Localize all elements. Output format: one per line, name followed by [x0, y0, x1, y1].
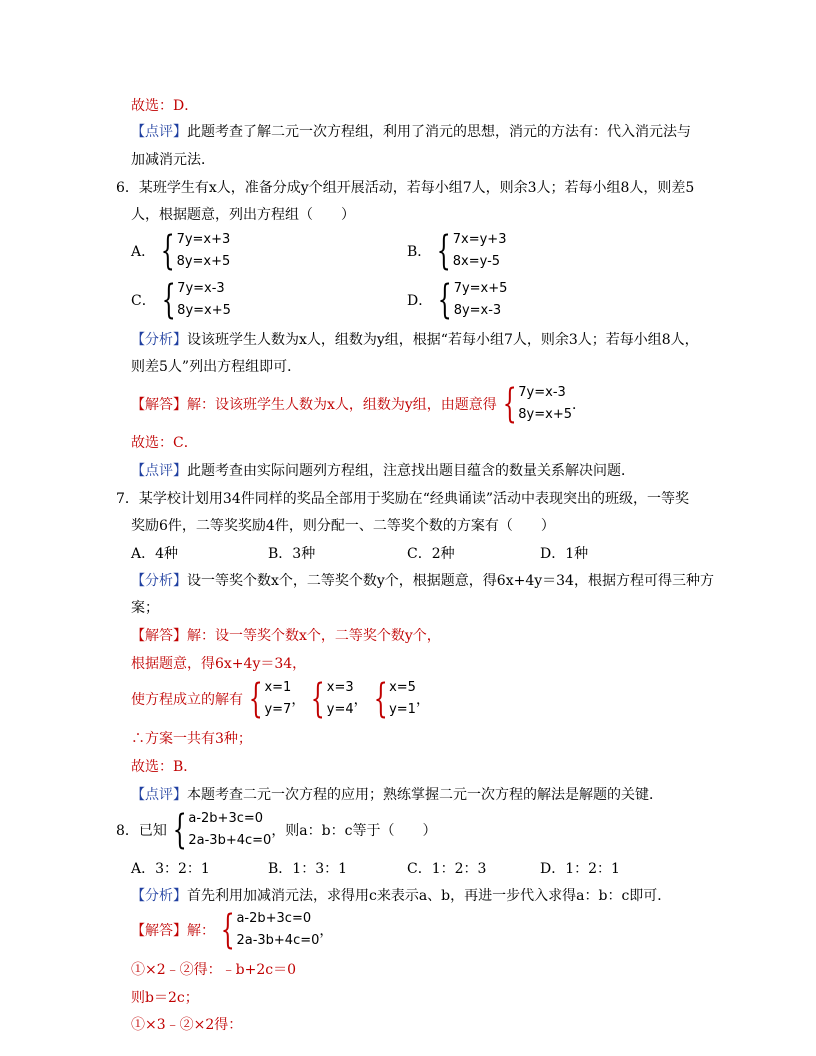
q7-comment	[131, 785, 663, 805]
q6-solution	[131, 382, 586, 426]
comment-text: 此题考查由实际问题列方程组，注意找出题目蕴含的数量关系解决问题．	[187, 463, 635, 479]
brace: {	[172, 807, 187, 853]
brace: {	[502, 381, 517, 427]
q7-option-d: D．1种	[540, 546, 589, 562]
comment-text: 本题考查二元一次方程的应用；熟练掌握二元一次方程的解法是解题的关键．	[187, 787, 663, 803]
q6-stem-line2: 人，根据题意，列出方程组（ ）	[131, 207, 355, 223]
q6-option-a	[131, 229, 230, 273]
comment-tag: 【点评】	[131, 787, 187, 803]
stem-text: ，则a：b：c等于（ ）	[271, 823, 437, 839]
equation: 8y=x+5	[518, 407, 572, 422]
solution-tag: 【解答】	[131, 923, 187, 939]
q6-option-b	[407, 229, 506, 273]
analysis-text: 设该班学生人数为x人，组数为y组，根据“若每小组7人，则余3人；若每小组8人，	[187, 332, 699, 348]
equation: 7y=x+3	[176, 232, 231, 247]
q8-option-c: C．1：2：3	[407, 861, 487, 877]
equation: 7x=y+3	[452, 232, 507, 247]
analysis-tag: 【分析】	[131, 332, 187, 348]
brace: {	[248, 676, 263, 722]
q7-stem-line2: 奖励6件，二等奖奖励4件，则分配一、二等奖个数的方案有（ ）	[131, 518, 555, 534]
q7-answer: 故选：B．	[131, 759, 198, 775]
solution-tag: 【解答】	[131, 397, 187, 413]
equation: a-2b+3c=0	[236, 911, 312, 926]
option-label: B．	[407, 244, 432, 260]
solution-text: 使方程成立的解有	[131, 692, 243, 708]
equation: y=1	[389, 702, 416, 717]
equation: x=3	[326, 680, 354, 695]
q7-solution-line4: ∴方案一共有3种；	[131, 731, 252, 747]
punctuation: ，	[415, 692, 430, 708]
q7-solution-line1	[131, 626, 441, 646]
q8-stem	[116, 808, 436, 852]
punctuation: ．	[571, 397, 586, 413]
analysis-tag: 【分析】	[131, 888, 187, 904]
q7-solutions	[131, 677, 430, 721]
equation: 8y=x-3	[453, 303, 502, 318]
brace: {	[437, 277, 452, 323]
q7-solution-line2: 根据题意，得6x+4y＝34，	[131, 656, 307, 672]
q8-step3: ①×3﹣②×2得：	[131, 1017, 243, 1033]
brace: {	[160, 228, 175, 274]
q7-analysis-line1	[131, 571, 714, 591]
q5-answer: 故选：D．	[131, 98, 199, 114]
comment-tag: 【点评】	[131, 124, 187, 140]
q7-stem-line1: 7．某学校计划用34件同样的奖品全部用于奖励在“经典诵读”活动中表现突出的班级，一等奖	[116, 491, 690, 507]
equation: 8x=y-5	[452, 254, 501, 269]
option-label: C．	[131, 293, 156, 309]
q8-option-d: D．1：2：1	[540, 861, 620, 877]
q7-option-a: A．4种	[131, 546, 179, 562]
solution-tag: 【解答】	[131, 628, 187, 644]
q8-step1: ①×2﹣②得：﹣b+2c＝0	[131, 962, 296, 978]
q7-analysis-line2: 案；	[131, 600, 159, 616]
equation: 8y=x+5	[176, 254, 231, 269]
analysis-text: 设一等奖个数x个，二等奖个数y个，根据题意，得6x+4y＝34，根据方程可得三种方	[187, 573, 714, 589]
q6-stem-line1: 6．某班学生有x人，准备分成y个组开展活动，若每小组7人，则余3人；若每小组8人，则差5	[116, 180, 695, 196]
equation: 8y=x+5	[177, 303, 231, 318]
q8-solution	[131, 908, 333, 952]
equation: y=4	[326, 702, 354, 717]
equation: x=5	[389, 680, 416, 695]
equation: 7y=x+5	[453, 281, 508, 296]
equation: x=1	[264, 680, 292, 695]
equation: 2a-3b+4c=0	[236, 933, 320, 948]
q8-option-a: A．3：2：1	[131, 861, 210, 877]
q6-option-c	[131, 278, 231, 322]
q7-option-c: C．2种	[407, 546, 455, 562]
q6-analysis-line1	[131, 330, 699, 350]
solution-text: 解：设该班学生人数为x人，组数为y组，由题意得	[187, 397, 497, 413]
comment-text: 此题考查了解二元一次方程组，利用了消元的思想，消元的方法有：代入消元法与	[187, 124, 691, 140]
q8-option-b: B．1：3：1	[268, 861, 348, 877]
q7-option-b: B．3种	[268, 546, 316, 562]
q6-option-d	[407, 278, 507, 322]
equation: a-2b+3c=0	[188, 811, 264, 826]
punctuation: ，	[291, 692, 306, 708]
brace: {	[220, 907, 235, 953]
solution-text: 解：	[187, 923, 215, 939]
brace: {	[373, 676, 388, 722]
brace: {	[161, 277, 176, 323]
q5-comment-line2: 加减消元法．	[131, 152, 215, 168]
punctuation: ，	[319, 923, 334, 939]
q8-analysis	[131, 886, 671, 906]
option-label: A．	[131, 244, 156, 260]
q6-answer: 故选：C．	[131, 435, 198, 451]
comment-tag: 【点评】	[131, 463, 187, 479]
q6-analysis-line2: 则差5人”列出方程组即可．	[131, 359, 302, 375]
punctuation: ，	[353, 692, 368, 708]
equation: 7y=x-3	[518, 385, 566, 400]
option-label: D．	[407, 293, 433, 309]
q6-comment	[131, 461, 635, 481]
q5-comment-line1	[131, 122, 691, 142]
equation: 7y=x-3	[177, 281, 225, 296]
analysis-tag: 【分析】	[131, 573, 187, 589]
brace: {	[311, 676, 326, 722]
equation: 2a-3b+4c=0	[188, 833, 272, 848]
equation: y=7	[264, 702, 292, 717]
solution-text: 解：设一等奖个数x个，二等奖个数y个，	[187, 628, 441, 644]
stem-text: 8．已知	[116, 823, 167, 839]
brace: {	[437, 228, 452, 274]
q8-step2: 则b＝2c；	[131, 990, 199, 1006]
analysis-text: 首先利用加减消元法，求得用c来表示a、b，再进一步代入求得a：b：c即可．	[187, 888, 672, 904]
